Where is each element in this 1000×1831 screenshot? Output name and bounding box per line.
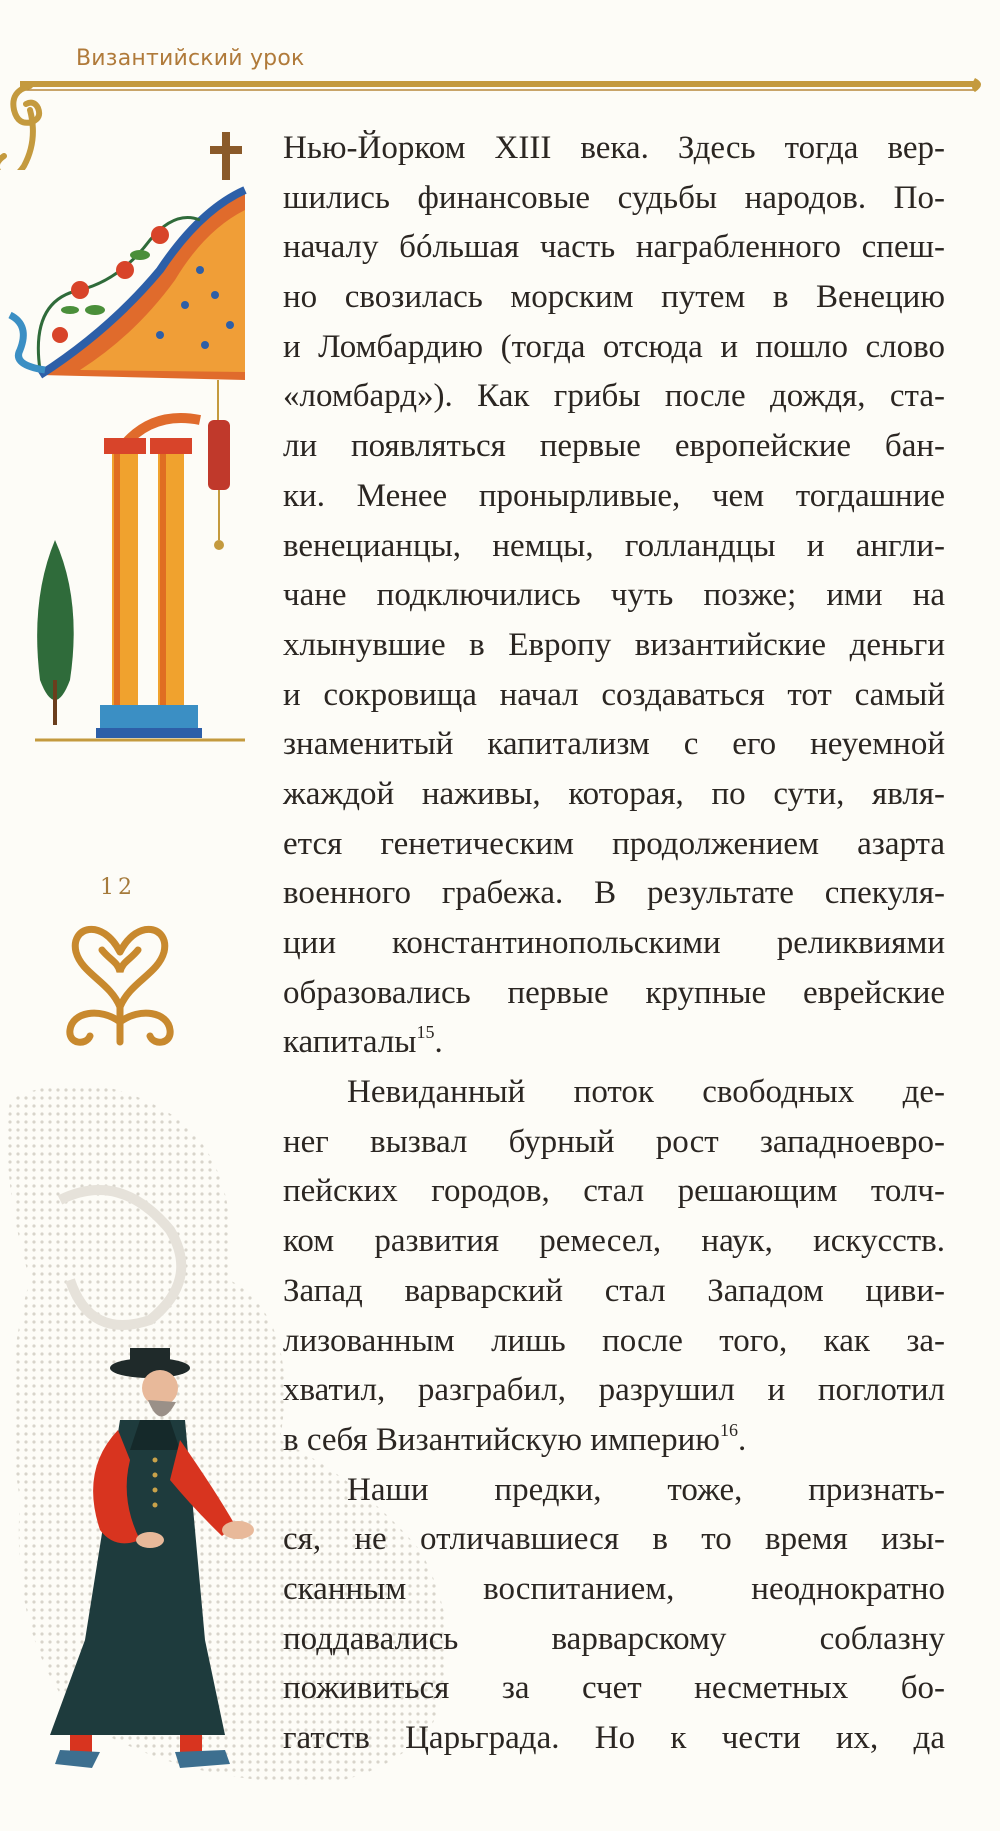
text-line-content: гатств Царьграда. Но к чести их, да bbox=[283, 1720, 945, 1756]
text-line-content: образовались первые крупные еврейские bbox=[283, 974, 945, 1011]
text-line bbox=[283, 1664, 945, 1714]
text-line-content: в себя Византийскую империю bbox=[283, 1421, 720, 1458]
text-line bbox=[283, 174, 945, 224]
text-line bbox=[283, 1416, 945, 1466]
text-line-content: поживиться за счет несметных бо- bbox=[283, 1670, 945, 1707]
text-line bbox=[283, 1068, 945, 1118]
text-line-content: но свозилась морским путем в Венецию bbox=[283, 279, 945, 316]
page-number: 12 bbox=[100, 875, 136, 900]
text-line bbox=[283, 1118, 945, 1168]
text-line bbox=[283, 770, 945, 820]
text-line bbox=[283, 820, 945, 870]
text-line-content: ли появляться первые европейские бан- bbox=[283, 428, 945, 465]
text-line bbox=[283, 720, 945, 770]
text-line-content: «ломбард»). Как грибы после дождя, ста- bbox=[283, 378, 945, 415]
text-line-content: Невиданный поток свободных де- bbox=[347, 1074, 945, 1111]
sentence-end: . bbox=[737, 1421, 747, 1458]
text-line-content: пейских городов, стал решающим толч- bbox=[283, 1173, 945, 1210]
text-line bbox=[283, 1167, 945, 1217]
text-line-content: ся, не отличавшиеся в то время изы- bbox=[283, 1521, 945, 1558]
text-line bbox=[283, 1714, 945, 1764]
text-line-content: знаменитый капитализм с его неуемной bbox=[283, 726, 945, 763]
body-text bbox=[283, 124, 945, 1764]
text-line bbox=[283, 621, 945, 671]
text-line bbox=[283, 1366, 945, 1416]
text-line-content: венецианцы, немцы, голландцы и англи- bbox=[283, 527, 945, 564]
text-line bbox=[283, 223, 945, 273]
text-line bbox=[283, 1466, 945, 1516]
text-line-content: хватил, разграбил, разрушил и поглотил bbox=[283, 1372, 945, 1409]
text-line bbox=[283, 1565, 945, 1615]
heart-scroll-ornament-icon bbox=[62, 912, 178, 1047]
text-line-content: Нью-Йорком XIII века. Здесь тогда вер- bbox=[283, 130, 945, 166]
text-line bbox=[283, 273, 945, 323]
text-line-content: ции константинопольскими реликвиями bbox=[283, 925, 945, 961]
text-line bbox=[283, 919, 945, 969]
text-line-content: ки. Менее пронырливые, чем тогдашние bbox=[283, 477, 945, 514]
text-line bbox=[283, 472, 945, 522]
text-line bbox=[283, 969, 945, 1019]
text-line bbox=[283, 372, 945, 422]
text-line-content: Наши предки, тоже, признать- bbox=[347, 1471, 945, 1508]
man-in-black-robe-illustration bbox=[30, 1340, 270, 1770]
text-line-content: началу бóльшая часть награбленного спеш- bbox=[283, 229, 945, 266]
text-line bbox=[283, 1515, 945, 1565]
text-line-content: военного грабежа. В результате спекуля- bbox=[283, 875, 945, 912]
text-line bbox=[283, 671, 945, 721]
byzantine-canopy-illustration bbox=[0, 120, 250, 750]
text-line-content: капиталы bbox=[283, 1024, 417, 1061]
text-line-content: сканным воспитанием, неоднократно bbox=[283, 1570, 945, 1607]
text-line bbox=[283, 124, 945, 174]
text-line bbox=[283, 1615, 945, 1665]
text-line-content: ком развития ремесел, наук, искусств. bbox=[283, 1223, 945, 1260]
text-line bbox=[283, 869, 945, 919]
text-line bbox=[283, 422, 945, 472]
text-line-content: хлынувшие в Европу византийские деньги bbox=[283, 626, 945, 663]
text-line-content: ется генетическим продолжением азарта bbox=[283, 825, 945, 862]
running-head: Византийский урок bbox=[76, 46, 305, 71]
sentence-end: . bbox=[434, 1024, 443, 1061]
text-line-content: нег вызвал бурный рост западноевро- bbox=[283, 1123, 945, 1160]
text-line bbox=[283, 1267, 945, 1317]
text-line bbox=[283, 571, 945, 621]
text-line bbox=[283, 323, 945, 373]
text-line bbox=[283, 1317, 945, 1367]
text-line-content: и сокровища начал создаваться тот самый bbox=[283, 676, 945, 713]
text-line bbox=[283, 1217, 945, 1267]
text-line bbox=[283, 1018, 945, 1068]
text-line-content: чане подключились чуть позже; ими на bbox=[283, 577, 945, 614]
text-line-content: лизованным лишь после того, как за- bbox=[283, 1322, 945, 1359]
footnote-marker[interactable]: 16 bbox=[719, 1419, 738, 1440]
text-line bbox=[283, 522, 945, 572]
text-line-content: жаждой наживы, которая, по сути, явля- bbox=[283, 775, 945, 812]
footnote-marker[interactable]: 15 bbox=[416, 1022, 435, 1043]
text-line-content: шились финансовые судьбы народов. По- bbox=[283, 179, 945, 216]
text-line-content: Запад варварский стал Западом циви- bbox=[283, 1272, 945, 1309]
text-line-content: и Ломбардию (тогда отсюда и пошло слово bbox=[283, 328, 945, 365]
text-line-content: поддавались варварскому соблазну bbox=[283, 1620, 945, 1657]
